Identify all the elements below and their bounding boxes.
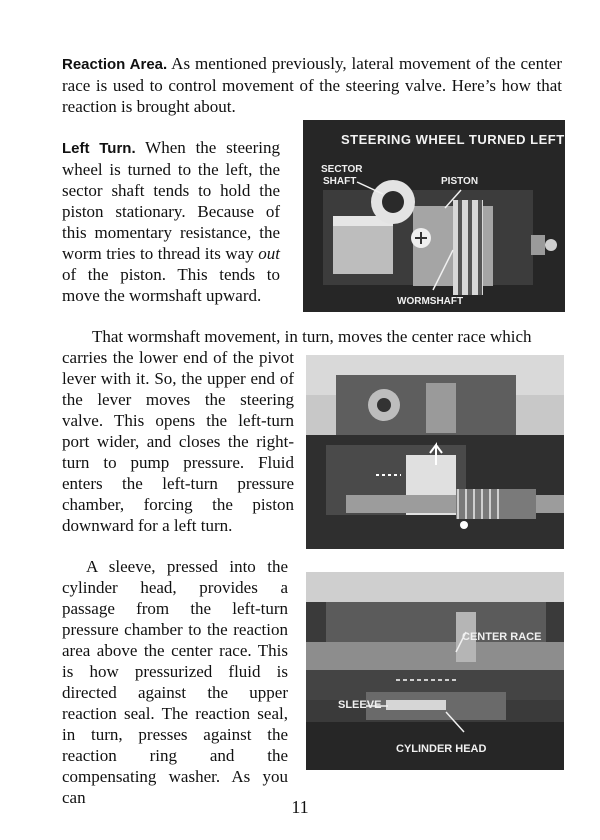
figure-3-label-sleeve: SLEEVE — [338, 699, 382, 711]
figure-3-label-center-race: CENTER RACE — [462, 631, 542, 643]
intro-text: As mentioned previously, lateral movement of the center race is used to control movement of the steering valve. Here’s how that reaction is brought about. — [62, 54, 562, 116]
figure-sleeve-center-race — [306, 572, 564, 770]
sleeve-text: A sleeve, pressed into the cylinder head, provides a passage from the left-turn pressure chamber to the reaction area above the center race. This is how pressurized fluid is directed against the upper reaction seal. The reaction seal, in turn, presses against the reaction ring and the compensating washer. As you can — [62, 557, 288, 807]
figure-1-label-wormshaft: WORMSHAFT — [397, 296, 464, 307]
figure-1-label-sector: SECTOR — [321, 164, 363, 175]
left-turn-paragraph — [62, 137, 280, 306]
figure-1-illustration — [303, 120, 565, 312]
intro-paragraph — [62, 53, 562, 117]
figure-3-illustration — [306, 572, 564, 770]
sleeve-paragraph — [62, 556, 288, 808]
figure-1-caption: STEERING WHEEL TURNED LEFT — [341, 132, 565, 147]
figure-2-illustration — [306, 355, 564, 549]
figure-steering-wheel-turned-left — [303, 120, 565, 312]
wormshaft-paragraph: carries the lower end of the pivot lever with it. So, the upper end of the lever moves the steering valve. This opens the left-turn port wider, and closes the right-turn to pump pressure. Fluid enters the left-turn pressure chamber, forcing the piston downward for a left turn. — [62, 348, 294, 535]
figure-1-label-shaft: SHAFT — [323, 176, 357, 187]
left-turn-text-before: When the steering wheel is turned to the left, the sector shaft tends to hold the piston stationary. Because of this momentary resistance, the worm tries to thread its way — [62, 138, 280, 263]
figure-1-label-piston: PISTON — [441, 176, 479, 187]
figure-steering-valve — [306, 355, 564, 549]
left-turn-heading: Left Turn. — [62, 140, 136, 157]
wormshaft-paragraph-first-line: That wormshaft movement, in turn, moves the center race which — [92, 327, 532, 346]
page-number: 11 — [291, 797, 309, 817]
intro-heading: Reaction Area. — [62, 56, 168, 73]
left-turn-text-after: of the piston. This tends to move the wormshaft upward. — [62, 265, 280, 305]
left-turn-emphasis: out — [258, 244, 280, 263]
figure-3-label-cylinder-head: CYLINDER HEAD — [396, 743, 487, 755]
